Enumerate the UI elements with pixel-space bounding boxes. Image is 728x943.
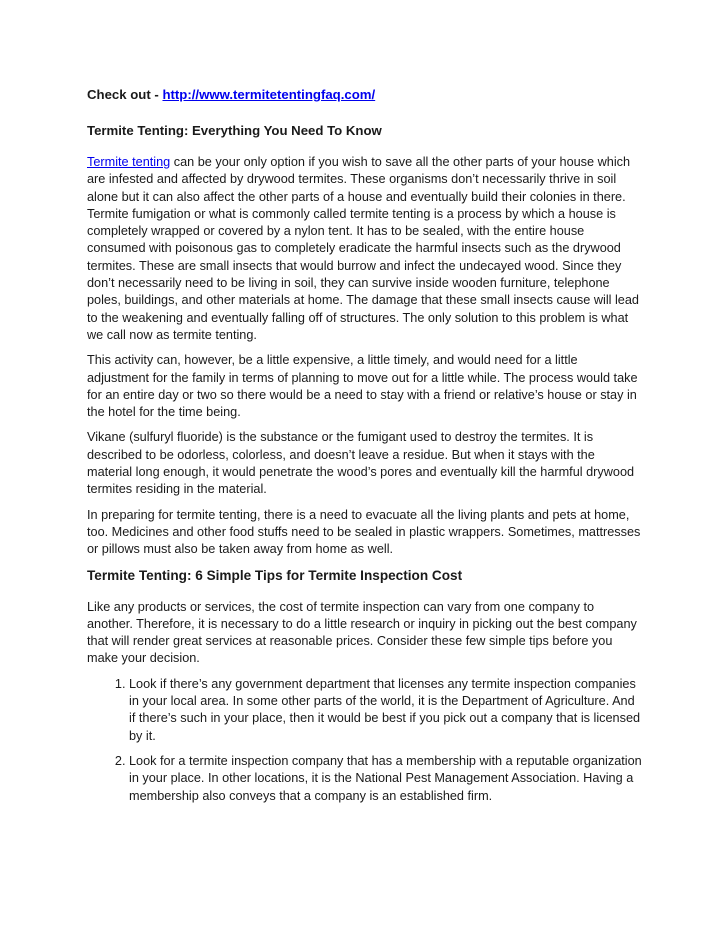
tips-list: [87, 676, 643, 805]
list-item: 1. Look if there’s any government department that licenses any termite inspection companies in your local area. In some other parts of the world, it is the Department of Agriculture. And if there’s such in your place, then it would be best if you pick out a company that is licensed by it.: [129, 676, 643, 745]
paragraph-vikane: Vikane (sulfuryl fluoride) is the substance or the fumigant used to destroy the termites. It is described to be odorless, colorless, and doesn’t leave a residue. But when it stays with the material long enough, it would penetrate the wood’s pores and eventually kill the harmful drywood termites residing in the material.: [87, 430, 635, 497]
website-link[interactable]: http://www.termitetentingfaq.com/: [162, 87, 376, 102]
checkout-label: Check out -: [87, 87, 163, 102]
document-page: [87, 86, 643, 813]
paragraph-preparation: In preparing for termite tenting, there is a need to evacuate all the living plants and pets at home, too. Medicines and other food stuffs need to be sealed in plastic wrappers. Sometimes, mattresses or pillows must also be taken away from home as well.: [87, 507, 641, 557]
termite-tenting-link[interactable]: Termite tenting: [87, 155, 171, 169]
list-item: 2. Look for a termite inspection company that has a membership with a reputable organization in your place. In other locations, it is the National Pest Management Association. Having a membership also conveys that a company is an established firm.: [129, 753, 643, 805]
paragraph-inspection-intro: Like any products or services, the cost of termite inspection can vary from one company to another. Therefore, it is necessary to do a little research or inquiry in picking out the best company that will render great services at reasonable prices. Consider these few simple tips before you make your decision.: [87, 599, 637, 666]
checkout-line: [87, 86, 643, 104]
paragraph-intro-text: can be your only option if you wish to save all the other parts of your house which are infested and affected by drywood termites. These organisms don’t necessarily thrive in soil alone but it can also affect the other parts of a house and eventually build their colonies in there. Termite fumigation or what is commonly called termite tenting is a process by which a house is completely wrapped or covered by a nylon tent. It has to be sealed, with the entire house consumed with poisonous gas to completely eradicate the harmful insects such as the drywood termites. These are small insects that would burrow and infect the undecayed wood. Since they don’t necessarily need to be living in soil, they can survive inside wooden furniture, telephone poles, buildings, and other materials at home. The damage that these small insects cause will lead to the weakening and eventually falling off of structures. The only solution to this problem is what we call now as termite tenting.: [87, 155, 639, 342]
paragraph-intro: [87, 154, 643, 344]
heading-inspection-cost-tips: Termite Tenting: 6 Simple Tips for Termite Inspection Cost: [87, 567, 463, 583]
heading-everything-you-need-to-know: Termite Tenting: Everything You Need To Know: [87, 123, 382, 138]
paragraph-cost-and-timing: This activity can, however, be a little expensive, a little timely, and would need for a little adjustment for the family in terms of planning to move out for a little while. The process would take for an entire day or two so there would be a need to stay with a friend or relative’s house or stay in the hotel for the time being.: [87, 353, 638, 420]
